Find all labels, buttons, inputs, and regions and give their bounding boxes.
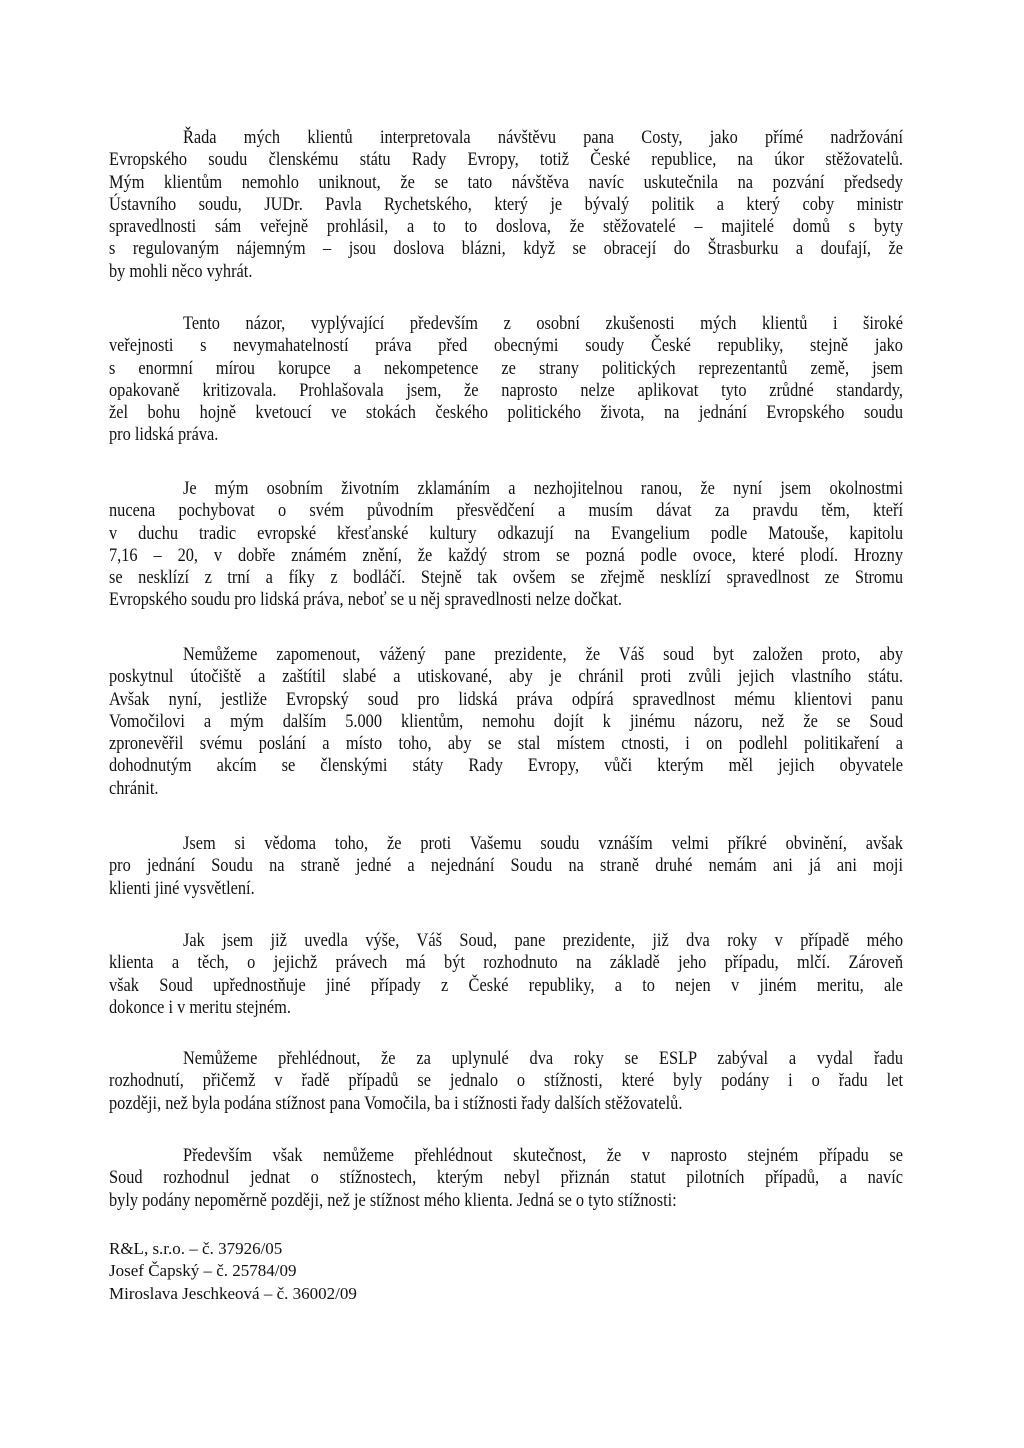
- text-line: dohodnutým akcím se členskými státy Rady Evropy, vůči kterým měl jejich obyvatele: [109, 755, 903, 777]
- text-line: byly podány nepoměrně později, než je stížnost mého klienta. Jedná se o tyto stížnosti:: [109, 1189, 677, 1211]
- complaints-list: [109, 1238, 357, 1305]
- text-line: chránit.: [109, 777, 159, 799]
- text-line: Soud rozhodnul jednat o stížnostech, kterým nebyl přiznán statut pilotních případů, a navíc: [109, 1167, 903, 1189]
- paragraph-7: [109, 1048, 903, 1115]
- text-line: Je mým osobním životním zklamáním a nezhojitelnou ranou, že nyní jsem okolnostmi: [182, 478, 903, 499]
- text-line: rozhodnutí, přičemž v řadě případů se jednalo o stížnosti, které byly podány i o řadu let: [109, 1070, 903, 1092]
- paragraph-3: [109, 478, 903, 612]
- text-line: pro lidská práva.: [109, 424, 219, 446]
- text-line: Jsem si vědoma toho, že proti Vašemu soudu vznáším velmi příkré obvinění, avšak: [182, 833, 903, 854]
- text-line: žel bohu hojně kvetoucí ve stokách českého politického života, na jednání Evropského soudu: [109, 402, 903, 424]
- text-line: v duchu tradic evropské křesťanské kultury odkazují na Evangelium podle Matouše, kapitolu: [109, 522, 903, 544]
- text-line: Nemůžeme přehlédnout, že za uplynulé dva roky se ESLP zabýval a vydal řadu: [182, 1048, 903, 1069]
- text-line: s regulovaným nájemným – jsou doslova blázni, když se obracejí do Štrasburku a doufají, že: [109, 238, 903, 260]
- text-line: opakovaně kritizovala. Prohlašovala jsem, že naprosto nelze aplikovat tyto zrůdné standardy,: [109, 379, 903, 401]
- text-line: spravedlnosti sám veřejně prohlásil, a to to doslova, že stěžovatelé – majitelé domů s byty: [109, 216, 903, 238]
- text-line: s enormní mírou korupce a nekompetence ze strany politických reprezentantů země, jsem: [109, 357, 903, 379]
- text-line: však Soud upřednostňuje jiné případy z České republiky, a to nejen v jiném meritu, ale: [109, 974, 903, 996]
- complaint-item: Josef Čapský – č. 25784/09: [109, 1261, 297, 1281]
- text-line: Nemůžeme zapomenout, vážený pane prezidente, že Váš soud byt založen proto, aby: [182, 644, 903, 665]
- paragraph-1: [109, 127, 903, 283]
- text-line: Evropského soudu pro lidská práva, neboť se u něj spravedlnosti nelze dočkat.: [109, 589, 622, 611]
- paragraph-2: [109, 313, 903, 447]
- text-line: zpronevěřil svému poslání a místo toho, aby se stal místem ctnosti, i on podlehl politikaření a: [109, 733, 903, 755]
- text-line: Evropského soudu členskému státu Rady Evropy, totiž České republice, na úkor stěžovatelů.: [109, 149, 903, 171]
- text-line: Vomočilovi a mým dalším 5.000 klientům, nemohu dojít k jinému názoru, než že se Soud: [109, 710, 903, 732]
- text-line: by mohli něco vyhrát.: [109, 260, 253, 282]
- text-line: Jak jsem již uvedla výše, Váš Soud, pane prezidente, již dva roky v případě mého: [182, 930, 903, 951]
- text-line: Mým klientům nemohlo uniknout, že se tato návštěva navíc uskutečnila na pozvání předsedy: [109, 171, 903, 193]
- complaint-item: Miroslava Jeschkeová – č. 36002/09: [109, 1283, 357, 1303]
- text-line: Tento názor, vyplývající především z osobní zkušenosti mých klientů i široké: [182, 313, 903, 334]
- text-line: Ústavního soudu, JUDr. Pavla Rychetského, který je bývalý politik a který coby ministr: [109, 193, 903, 215]
- complaint-item: R&L, s.r.o. – č. 37926/05: [109, 1239, 283, 1258]
- text-line: Avšak nyní, jestliže Evropský soud pro lidská práva odpírá spravedlnost mému klientovi panu: [109, 688, 903, 710]
- text-line: se nesklízí z trní a fíky z bodláčí. Stejně tak ovšem se zřejmě nesklízí spravedlnost ze Stromu: [109, 567, 903, 589]
- text-line: dokonce i v meritu stejném.: [109, 996, 291, 1018]
- text-line: klienti jiné vysvětlení.: [109, 877, 255, 899]
- text-line: veřejnosti s nevymahatelností práva před obecnými soudy České republiky, stejně jako: [109, 335, 903, 357]
- text-line: 7,16 – 20, v dobře známém znění, že každý strom se pozná podle ovoce, které plodí. Hrozny: [109, 544, 903, 566]
- text-line: později, než byla podána stížnost pana Vomočila, ba i stížnosti řady dalších stěžovatelů.: [109, 1092, 683, 1114]
- paragraph-6: [109, 930, 903, 1019]
- text-line: poskytnul útočiště a zaštítil slabé a utiskované, aby je chránil proti zvůli jejich vlastního státu.: [109, 666, 903, 688]
- paragraph-8: [109, 1145, 903, 1212]
- text-line: klienta a těch, o jejichž právech má být rozhodnuto na základě jeho případu, mlčí. Zároveň: [109, 952, 903, 974]
- paragraph-4: [109, 644, 903, 800]
- text-line: nucena pochybovat o svém původním přesvědčení a musím dávat za pravdu těm, kteří: [109, 500, 903, 522]
- text-line: Řada mých klientů interpretovala návštěvu pana Costy, jako přímé nadržování: [182, 127, 903, 148]
- text-line: pro jednání Soudu na straně jedné a nejednání Soudu na straně druhé nemám ani já ani moji: [109, 855, 903, 877]
- text-line: Především však nemůžeme přehlédnout skutečnost, že v naprosto stejném případu se: [182, 1145, 903, 1166]
- paragraph-5: [109, 833, 903, 900]
